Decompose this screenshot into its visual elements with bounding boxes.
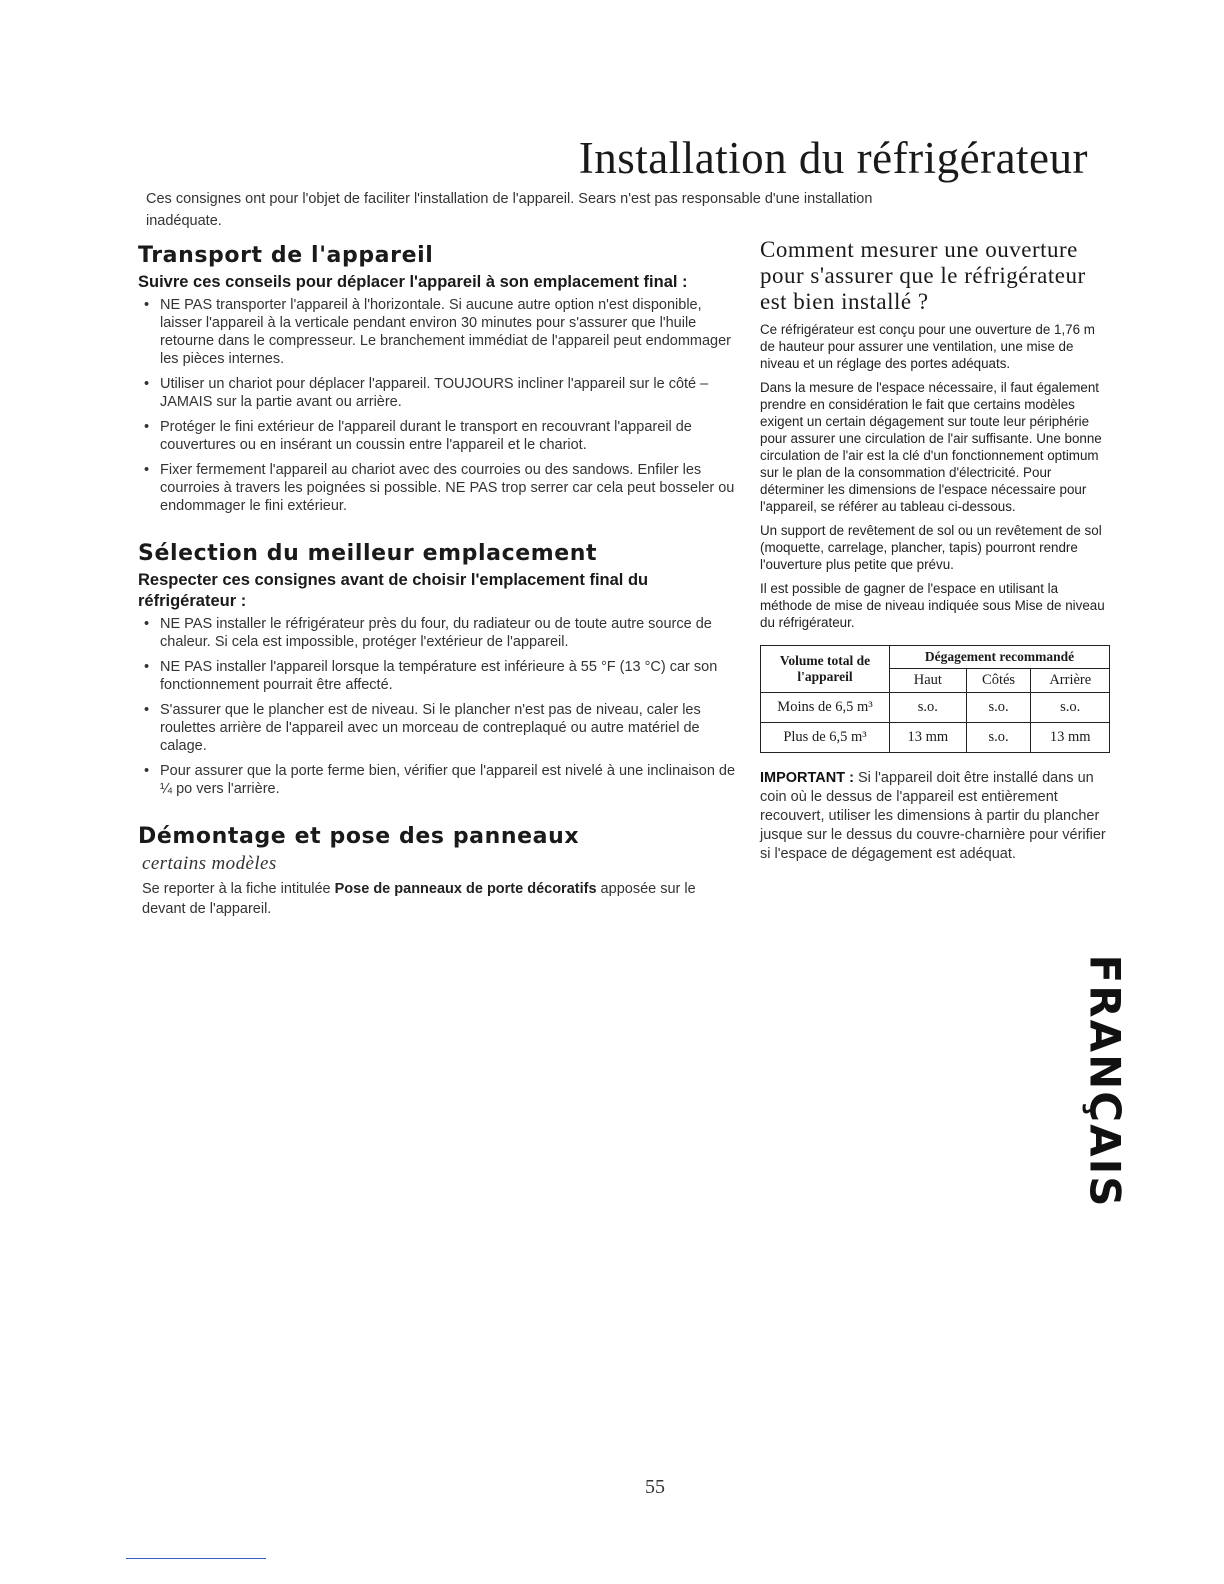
measure-paragraph: Ce réfrigérateur est conçu pour une ouverture de 1,76 m de hauteur pour assurer une ventilation, une mise de niveau et un réglage des portes adéquats. <box>760 322 1095 371</box>
table-cell: s.o. <box>890 693 967 723</box>
list-item: • NE PAS installer l'appareil lorsque la température est inférieure à 55 °F (13 °C) car son fonctionnement pourrait être affecté. <box>138 658 738 694</box>
list-item: • Protéger le fini extérieur de l'appareil durant le transport en recouvrant l'appareil de couvertures ou en insérant un coussin entre l'appareil et le chariot. <box>138 418 738 454</box>
panels-text <box>142 879 738 919</box>
table-cell: s.o. <box>966 723 1031 753</box>
table-cell: Moins de 6,5 m³ <box>761 693 890 723</box>
table-header-row <box>761 646 1110 669</box>
list-item: • NE PAS installer le réfrigérateur près du four, du radiateur ou de toute autre source de chaleur. Si cela est impossible, protéger l'extérieur de l'appareil. <box>138 615 738 651</box>
panels-text-after: apposée sur le devant de l'appareil. <box>142 881 696 917</box>
cotes-header: Côtés <box>966 669 1031 693</box>
measure-paragraph: Un support de revêtement de sol ou un revêtement de sol (moquette, carrelage, plancher, tapis) pourront rendre l'ouverture plus petite que prévu. <box>760 523 1102 572</box>
measure-paragraph: Dans la mesure de l'espace nécessaire, il faut également prendre en considération le fait que certains modèles exigent un certain dégagement sur toute leur périphérie pour assurer une circulation de l'air suffisante. Une bonne circulation de l'air est la clé d'un fonctionnement optimum sur le plan de la consommation d'électricité. Pour déterminer les dimensions de l'espace nécessaire pour l'appareil, se référer au tableau ci-dessous. <box>760 380 1102 514</box>
language-label-text: FRANÇAIS <box>1080 954 1130 1208</box>
measure-heading: Comment mesurer une ouverture pour s'assurer que le réfrigérateur est bien installé ? <box>760 237 1086 314</box>
haut-header: Haut <box>890 669 967 693</box>
list-item: • S'assurer que le plancher est de niveau. Si le plancher n'est pas de niveau, caler les roulettes arrière de l'appareil avec un morceau de contreplaqué ou autre matériel de calage. <box>138 701 738 755</box>
selection-section <box>138 541 738 798</box>
important-note <box>760 769 1112 864</box>
table-row <box>761 723 1110 753</box>
panels-text-bold: Pose de panneaux de porte décoratifs <box>334 881 597 897</box>
right-column <box>760 237 1112 864</box>
list-item: • Pour assurer que la porte ferme bien, vérifier que l'appareil est nivelé à une inclinaison de ¼ po vers l'arrière. <box>138 762 738 798</box>
panels-text-before: Se reporter à la fiche intitulée <box>142 881 335 897</box>
panels-section <box>138 824 738 919</box>
transport-list <box>138 296 738 515</box>
clearance-header: Dégagement recommandé <box>890 646 1110 669</box>
transport-heading: Transport de l'appareil <box>138 243 434 268</box>
measure-paragraph: Il est possible de gagner de l'espace en utilisant la méthode de mise de niveau indiquée sous Mise de niveau du réfrigérateur. <box>760 581 1105 630</box>
left-column <box>138 243 738 919</box>
clearance-table <box>760 645 1110 753</box>
footer-rule <box>126 1558 266 1559</box>
table-cell: 13 mm <box>1031 723 1110 753</box>
important-text: Si l'appareil doit être installé dans un coin où le dessus de l'appareil est entièrement recouvert, utiliser les dimensions à partir du plancher jusque sur le dessus du couvre-charnière pour vérifier si l'espace de dégagement est adéquat. <box>760 770 1106 862</box>
arriere-header: Arrière <box>1031 669 1110 693</box>
page-number: 55 <box>645 1476 665 1498</box>
table-cell: s.o. <box>1031 693 1110 723</box>
selection-list <box>138 615 738 798</box>
list-item: • Utiliser un chariot pour déplacer l'appareil. TOUJOURS incliner l'appareil sur le côté – JAMAIS sur la partie avant ou arrière. <box>138 375 738 411</box>
selection-lead: Respecter ces consignes avant de choisir l'emplacement final du réfrigérateur : <box>138 571 649 610</box>
list-item: • NE PAS transporter l'appareil à l'horizontale. Si aucune autre option n'est disponible, laisser l'appareil à la verticale pendant environ 30 minutes pour s'assurer que l'huile retourne dans le compresseur. Le branchement immédiat de l'appareil peut endommager les pièces internes. <box>138 296 738 368</box>
table-cell: Plus de 6,5 m³ <box>761 723 890 753</box>
language-side-label <box>1082 956 1128 1206</box>
intro-paragraph: Ces consignes ont pour l'objet de faciliter l'installation de l'appareil. Sears n'est pas responsable d'une installation inadéquate. <box>146 191 873 229</box>
list-item: • Fixer fermement l'appareil au chariot avec des courroies ou des sandows. Enfiler les courroies à travers les poignées si possible. NE PAS trop serrer car cela peut bosseler ou endommager le fini extérieur. <box>138 461 738 515</box>
volume-header: Volume total de l'appareil <box>761 646 890 693</box>
panels-subtitle: certains modèles <box>142 853 277 874</box>
table-cell: 13 mm <box>890 723 967 753</box>
panels-heading: Démontage et pose des panneaux <box>138 824 580 849</box>
transport-section <box>138 243 738 515</box>
important-label: IMPORTANT : <box>760 770 854 786</box>
page-title: Installation du réfrigérateur <box>578 133 1088 183</box>
selection-heading: Sélection du meilleur emplacement <box>138 541 598 566</box>
table-cell: s.o. <box>966 693 1031 723</box>
measure-paragraphs <box>760 321 1112 631</box>
table-row <box>761 693 1110 723</box>
transport-lead: Suivre ces conseils pour déplacer l'appareil à son emplacement final : <box>138 273 688 291</box>
